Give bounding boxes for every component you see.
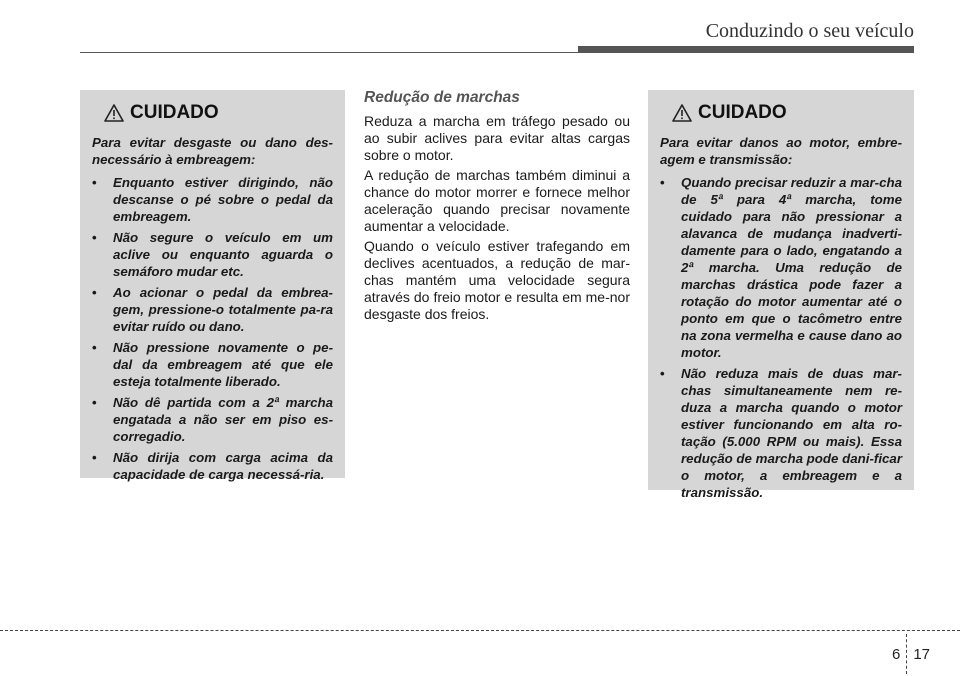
caution-list-item: • Não pressione novamente o pe-dal da embreagem até que ele esteja totalmente liberado. xyxy=(92,340,333,389)
caution-list-item: • Quando precisar reduzir a mar-cha de 5ª para 4ª marcha, tome cuidado para não pressionar a alavanca de mudança inadverti-damente para o lado, engatando a 2ª marcha. Uma redução de marchas drástica pode fazer a rotação do motor aumentar até o ponto em que o tacômetro entre na zona vermelha e cause dano ao motor. xyxy=(660,175,902,360)
caution-intro: Para evitar desgaste ou dano des-necessário à embreagem: xyxy=(92,135,333,167)
caution-list-item: • Enquanto estiver dirigindo, não descanse o pé sobre o pedal da embreagem. xyxy=(92,175,333,224)
page-number-separator xyxy=(906,634,907,674)
section-number: 6 xyxy=(891,645,901,663)
caution-heading xyxy=(672,102,902,124)
page-index: 17 xyxy=(913,645,930,663)
page-header-title: Conduzindo o seu veículo xyxy=(705,20,914,42)
downshift-section xyxy=(364,89,630,326)
caution-title: CUIDADO xyxy=(698,102,787,123)
page-number xyxy=(892,634,930,674)
caution-list-item: • Não dê partida com a 2ª marcha engatada a não ser em piso es-corregadio. xyxy=(92,395,333,444)
footer-divider xyxy=(0,630,960,631)
caution-title: CUIDADO xyxy=(130,102,219,123)
warning-triangle-icon xyxy=(672,104,692,122)
caution-box-clutch xyxy=(80,90,345,482)
body-paragraph: A redução de marchas também diminui a chance do motor morrer e fornece melhor aceleração quando precisar novamente aumentar a velocidade. xyxy=(364,167,630,234)
caution-box-transmission xyxy=(648,90,914,500)
body-paragraph: Quando o veículo estiver trafegando em declives acentuados, a redução de mar-chas mantém uma velocidade segura através do freio motor e resulta em me-nor desgaste dos freios. xyxy=(364,238,630,322)
section-heading: Redução de marchas xyxy=(364,89,520,106)
caution-heading xyxy=(104,102,333,124)
body-paragraph: Reduza a marcha em tráfego pesado ou ao subir aclives para evitar altas cargas sobre o motor. xyxy=(364,113,630,163)
caution-list-item: • Ao acionar o pedal da embrea-gem, pressione-o totalmente pa-ra evitar ruído ou dano. xyxy=(92,285,333,334)
caution-list xyxy=(92,174,333,483)
warning-triangle-icon xyxy=(104,104,124,122)
header-accent-bar xyxy=(578,46,914,52)
header-divider xyxy=(80,52,914,53)
caution-list xyxy=(660,174,902,501)
caution-list-item: • Não dirija com carga acima da capacidade de carga necessá-ria. xyxy=(92,450,333,482)
caution-intro: Para evitar danos ao motor, embre-agem e transmissão: xyxy=(660,135,902,167)
caution-list-item: • Não reduza mais de duas mar-chas simultaneamente nem re-duza a marcha quando o motor estiver funcionando em alta ro-tação (5.000 RPM ou mais). Essa redução de marcha pode dani-ficar o motor, a embreagem e a transmissão. xyxy=(660,366,902,500)
caution-list-item: • Não segure o veículo em um aclive ou enquanto aguarda o semáforo mudar etc. xyxy=(92,230,333,279)
